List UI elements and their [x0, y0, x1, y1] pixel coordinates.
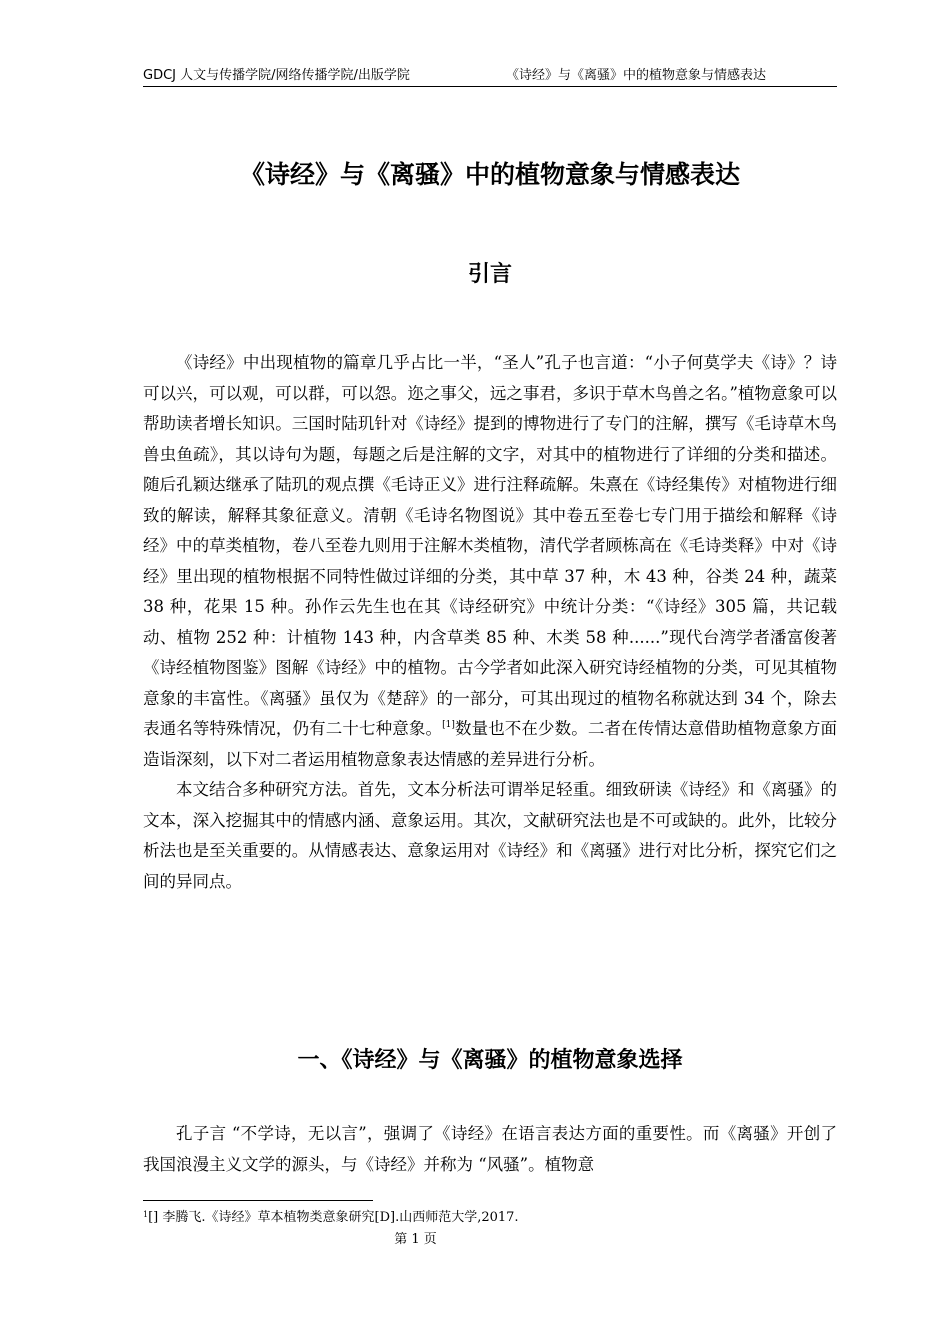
- page-number: 第 1 页: [394, 1232, 437, 1247]
- section1-body: [143, 1119, 837, 1180]
- intro-p1-text-a: 《诗经》中出现植物的篇章几乎占比一半，“圣人”孔子也言道：“小子何莫学夫《诗》？诗可以兴，可以观，可以群，可以怨。迩之事父，远之事君，多识于草木鸟兽之名。”植物意象可以帮助读者增长知识。三国时陆玑针对《诗经》提到的博物进行了专门的注解，撰写《毛诗草木鸟兽虫鱼疏》，其以诗句为题，每题之后是注解的文字，对其中的植物进行了详细的分类和描述。随后孔颖达继承了陆玑的观点撰《毛诗正义》进行注释疏解。朱熹在《诗经集传》对植物进行细致的解读，解释其象征意义。清朝《毛诗名物图说》其中卷五至卷七专门用于描绘和解释《诗经》中的草类植物，卷八至卷九则用于注解木类植物，清代学者顾栋高在《毛诗类释》中对《诗经》里出现的植物根据不同特性做过详细的分类，其中草 37 种，木 43 种，谷类 24 种，蔬菜 38 种，花果 15 种。孙作云先生也在其《诗经研究》中统计分类：“《诗经》305 篇，共记载动、植物 252 种：计植物 143 种，内含草类 85 种、木类 58 种......”现代台湾学者潘富俊著《诗经植物图鉴》图解《诗经》中的植物。古今学者如此深入研究诗经植物的分类，可见其植物意象的丰富性。《离骚》虽仅为《楚辞》的一部分，可其出现过的植物名称就达到 34 个，除去表通名等特殊情况，仍有二十七种意象。: [143, 353, 837, 738]
- paper-title: 《诗经》与《离骚》中的植物意象与情感表达: [239, 160, 740, 189]
- section-heading-intro: 引言: [467, 262, 512, 287]
- footnote-separator: [143, 1200, 373, 1201]
- running-header: [143, 66, 837, 87]
- header-institution: GDCJ 人文与传播学院/网络传播学院/出版学院: [143, 68, 410, 83]
- footnote-reference[interactable]: [1]: [442, 720, 455, 730]
- section-heading-1: 一、《诗经》与《离骚》的植物意象选择: [297, 1048, 683, 1073]
- intro-body: [143, 348, 837, 897]
- section1-paragraph-1: 孔子言 “不学诗，无以言”，强调了《诗经》在语言表达方面的重要性。而《离骚》开创了我国浪漫主义文学的源头，与《诗经》并称为 “风骚”。植物意: [143, 1124, 837, 1174]
- intro-paragraph-1: [143, 348, 837, 775]
- intro-p1-text-b: 数量也不在少数。二者在传情达意借助植物意象方面造诣深刻，以下对二者运用植物意象表达情感的差异进行分析。: [143, 719, 838, 769]
- footnote-mark: 1: [143, 1210, 149, 1219]
- footnote-text: [] 李腾飞.《诗经》草本植物类意象研究[D].山西师范大学,2017.: [148, 1210, 519, 1225]
- intro-paragraph-2: 本文结合多种研究方法。首先，文本分析法可谓举足轻重。细致研读《诗经》和《离骚》的文本，深入挖掘其中的情感内涵、意象运用。其次，文献研究法也是不可或缺的。此外，比较分析法也是至关重要的。从情感表达、意象运用对《诗经》和《离骚》进行对比分析，探究它们之间的异同点。: [143, 780, 837, 891]
- header-paper-title: 《诗经》与《离骚》中的植物意象与情感表达: [506, 68, 767, 83]
- footnote: [143, 1209, 837, 1227]
